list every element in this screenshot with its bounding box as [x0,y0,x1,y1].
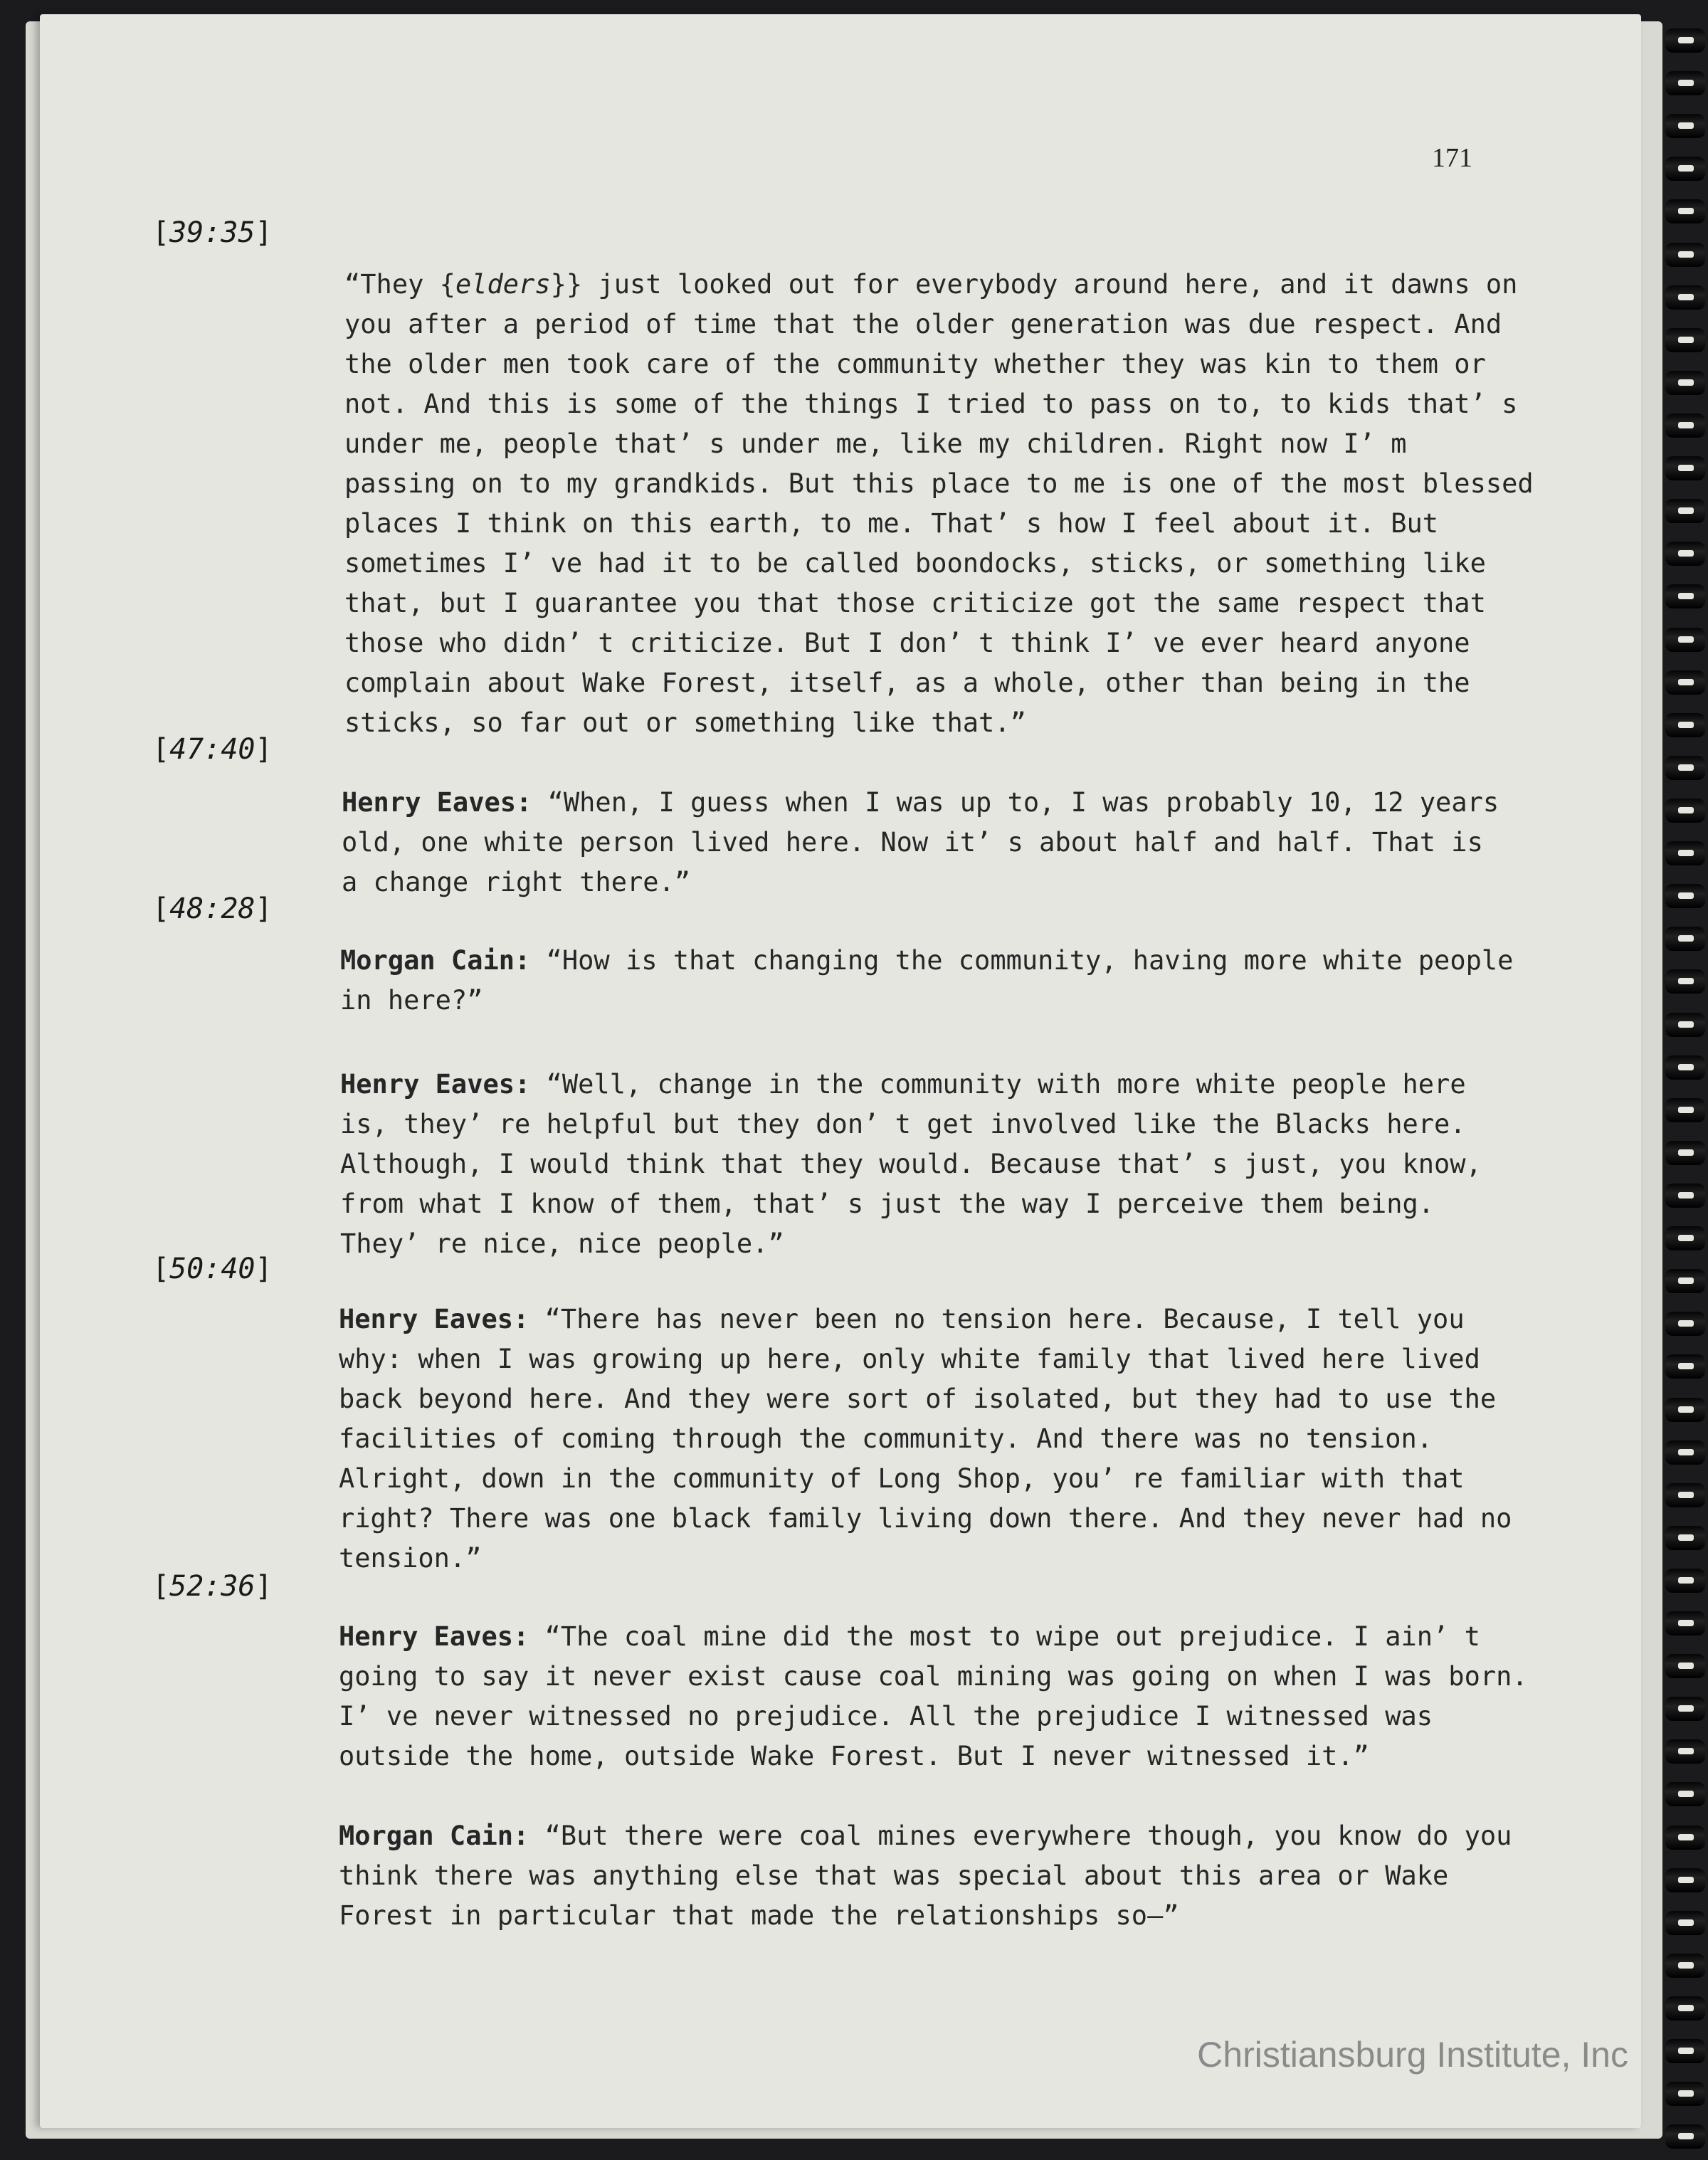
binding-coil [1665,799,1705,823]
spiral-binding [1665,28,1708,2149]
binding-coil [1665,670,1705,695]
text-line: complain about Wake Forest, itself, as a whole, other than being in the [344,668,1470,698]
speaker-label: Henry Eaves: [340,1069,531,1100]
timestamp-2: [47:40] [152,733,273,766]
timestamp-5: [52:36] [152,1570,273,1603]
binding-coil [1665,2124,1705,2149]
binding-coil [1665,371,1705,395]
text-line: sometimes I’ ve had it to be called boondocks, sticks, or something like [344,548,1486,579]
text-line: Forest in particular that made the relationships so—” [339,1900,1179,1931]
binding-coil [1665,713,1705,737]
text-line: back beyond here. And they were sort of isolated, but they had to use the [339,1384,1497,1414]
speaker-label: Henry Eaves: [339,1621,529,1652]
quote-block-4 [340,1065,1507,1264]
text-line: old, one white person lived here. Now it’ s about half and half. That is [342,827,1483,858]
text-line: going to say it never exist cause coal mining was going on when I was born. [339,1661,1528,1692]
quote-block-6 [339,1617,1528,1776]
quote-block-3 [340,941,1514,1021]
binding-coil [1665,1483,1705,1507]
text-line: tension.” [339,1543,482,1574]
binding-coil [1665,71,1705,95]
quote-block-1 [344,265,1534,743]
binding-coil [1665,413,1705,438]
quote-block-7 [339,1816,1512,1936]
text-line: Although, I would think that they would. Because that’ s just, you know, [340,1149,1482,1179]
binding-coil [1665,628,1705,652]
binding-coil [1665,1782,1705,1806]
binding-coil [1665,157,1705,181]
text-line: passing on to my grandkids. But this place to me is one of the most blessed [344,468,1534,499]
speaker-label: Henry Eaves: [342,787,532,818]
binding-coil [1665,2082,1705,2106]
text-line: right? There was one black family living down there. And they never had no [339,1503,1512,1534]
binding-coil [1665,1611,1705,1635]
binding-coil [1665,1141,1705,1165]
text-line: those who didn’ t criticize. But I don’ t think I’ ve ever heard anyone [344,628,1470,658]
binding-coil [1665,1440,1705,1465]
text-line: places I think on this earth, to me. That’ s how I feel about it. But [344,508,1439,539]
binding-coil [1665,2039,1705,2063]
binding-coil [1665,1569,1705,1593]
binding-coil [1665,841,1705,865]
binding-coil [1665,1013,1705,1037]
text-line: Henry Eaves: “When, I guess when I was up to, I was probably 10, 12 years [342,787,1499,818]
binding-coil [1665,499,1705,523]
binding-coil [1665,1697,1705,1721]
binding-coil [1665,1312,1705,1336]
speaker-label: Morgan Cain: [340,945,531,976]
binding-coil [1665,884,1705,908]
text-line: from what I know of them, that’ s just the way I perceive them being. [340,1189,1435,1219]
binding-coil [1665,1098,1705,1122]
binding-coil [1665,456,1705,480]
text-line: I’ ve never witnessed no prejudice. All the prejudice I witnessed was [339,1701,1433,1732]
text-line: the older men took care of the community whether they was kin to them or [344,349,1486,379]
text-line: Morgan Cain: “But there were coal mines everywhere though, you know do you [339,1821,1512,1851]
binding-coil [1665,1954,1705,1978]
speaker-label: Morgan Cain: [339,1821,529,1851]
binding-coil [1665,1526,1705,1550]
speaker-label: Henry Eaves: [339,1304,529,1334]
page-number: 171 [1432,143,1472,173]
binding-coil [1665,328,1705,352]
text-line: “They {elders}} just looked out for everybody around here, and it dawns on [344,269,1518,300]
quote-block-2 [342,783,1509,902]
binding-coil [1665,927,1705,951]
binding-coil [1665,1654,1705,1678]
binding-coil [1665,969,1705,994]
binding-coil [1665,542,1705,566]
timestamp-4: [50:40] [152,1253,273,1285]
text-line: in here?” [340,985,483,1016]
binding-coil [1665,243,1705,267]
text-line: Henry Eaves: “There has never been no tension here. Because, I tell you [339,1304,1465,1334]
text-line: sticks, so far out or something like that.” [344,707,1026,738]
quote-block-5 [339,1300,1512,1579]
text-line: Henry Eaves: “Well, change in the community with more white people here [340,1069,1466,1100]
binding-coil [1665,1354,1705,1379]
binding-coil [1665,756,1705,780]
text-line: think there was anything else that was special about this area or Wake [339,1860,1449,1891]
binding-coil [1665,1826,1705,1850]
timestamp-1: [39:35] [152,216,273,249]
text-line: a change right there.” [342,867,691,897]
timestamp-3: [48:28] [152,892,273,925]
text-line: Morgan Cain: “How is that changing the community, having more white people [340,945,1514,976]
binding-coil [1665,199,1705,223]
text-line: outside the home, outside Wake Forest. But I never witnessed it.” [339,1741,1369,1771]
binding-coil [1665,1911,1705,1935]
text-line: you after a period of time that the older generation was due respect. And [344,309,1502,339]
text-line: facilities of coming through the community. And there was no tension. [339,1423,1433,1454]
binding-coil [1665,1055,1705,1080]
binding-coil [1665,1398,1705,1422]
text-line: not. And this is some of the things I tried to pass on to, to kids that’ s [344,389,1518,419]
binding-coil [1665,1226,1705,1250]
binding-coil [1665,285,1705,310]
binding-coil [1665,584,1705,609]
text-line: why: when I was growing up here, only white family that lived here lived [339,1344,1480,1374]
binding-coil [1665,114,1705,138]
binding-coil [1665,1868,1705,1892]
watermark: Christiansburg Institute, Inc [1197,2035,1628,2075]
text-line: They’ re nice, nice people.” [340,1228,784,1259]
binding-coil [1665,1269,1705,1293]
text-line: Henry Eaves: “The coal mine did the most to wipe out prejudice. I ain’ t [339,1621,1480,1652]
binding-coil [1665,1184,1705,1208]
binding-coil [1665,1996,1705,2021]
text-line: Alright, down in the community of Long Shop, you’ re familiar with that [339,1463,1465,1494]
binding-coil [1665,1739,1705,1764]
text-line: is, they’ re helpful but they don’ t get involved like the Blacks here. [340,1109,1466,1139]
text-line: under me, people that’ s under me, like my children. Right now I’ m [344,428,1407,459]
text-line: that, but I guarantee you that those criticize got the same respect that [344,588,1486,618]
binding-coil [1665,28,1705,53]
